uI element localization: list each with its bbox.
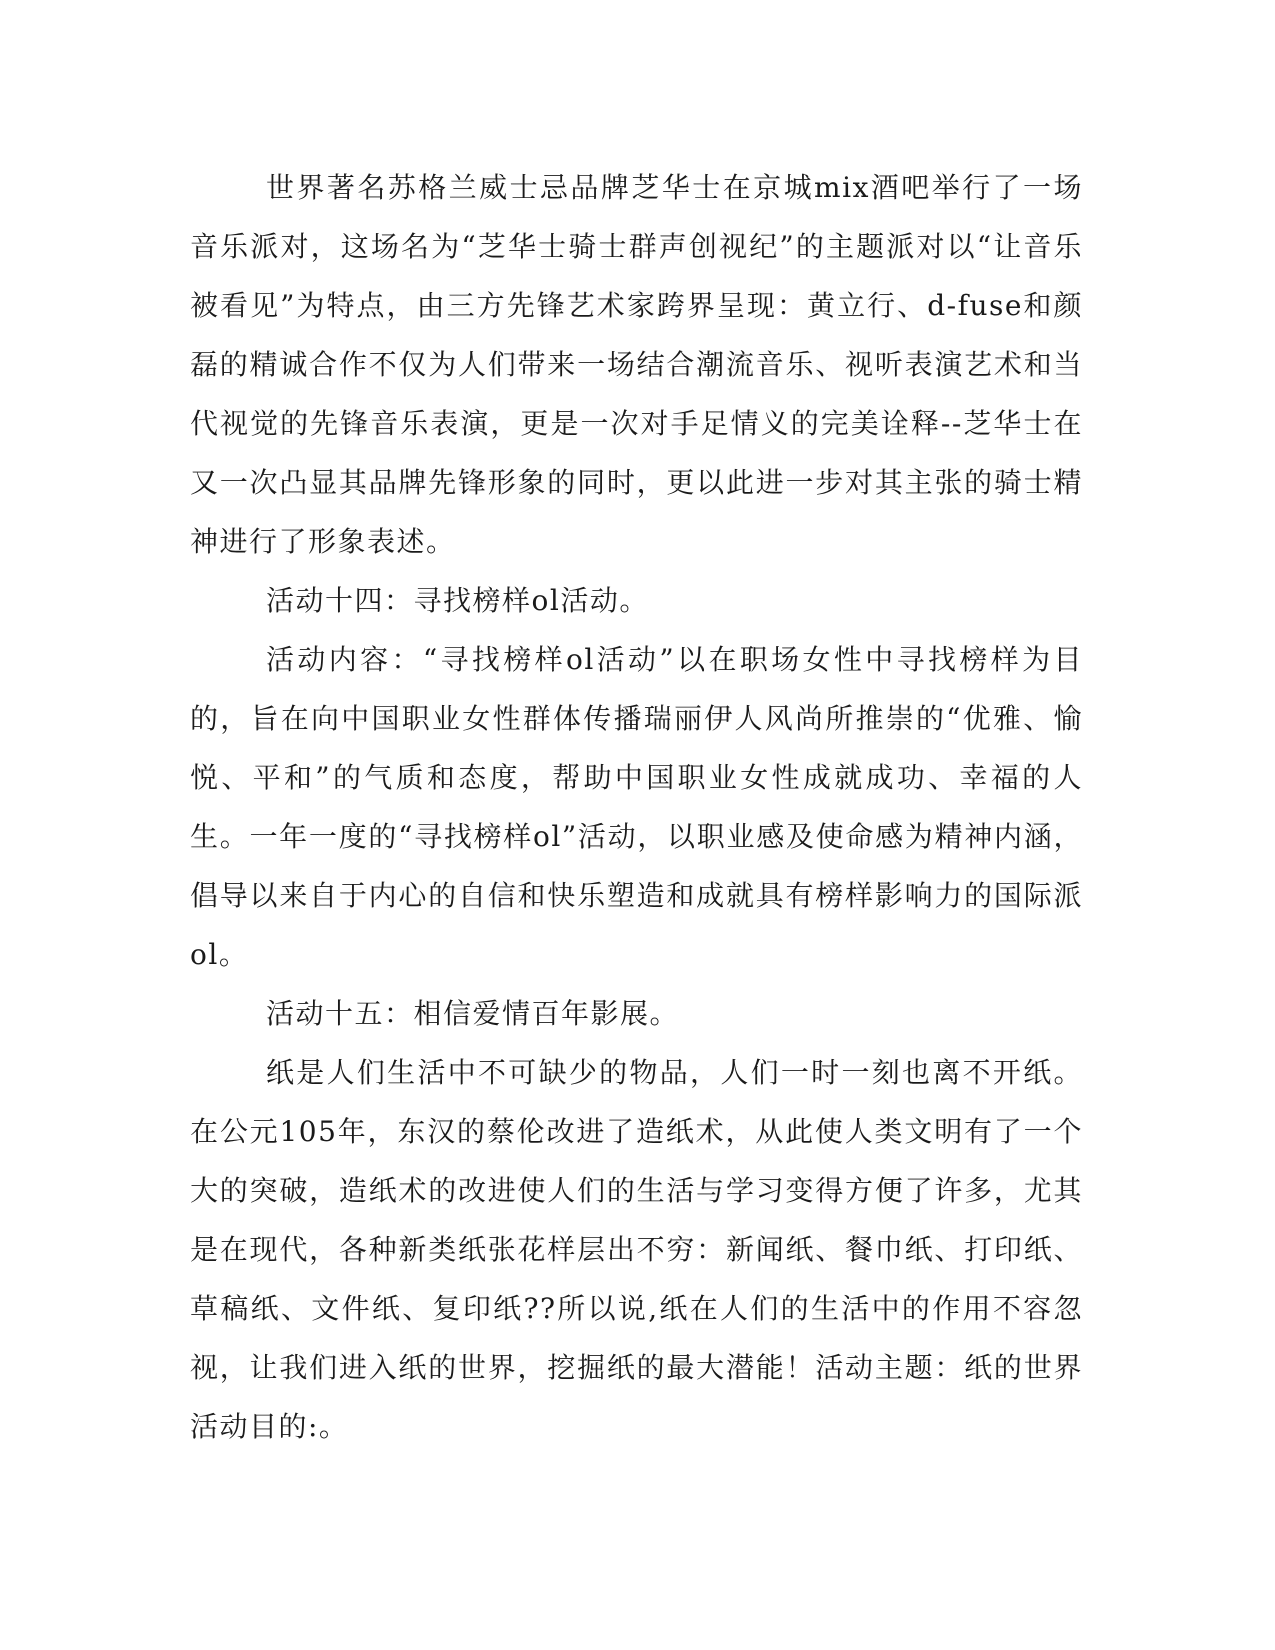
paragraph-activity-15-title: 活动十五：相信爱情百年影展。	[266, 997, 680, 1030]
paragraph-paper-world: 纸是人们生活中不可缺少的物品，人们一时一刻也离不开纸。在公元105年，东汉的蔡伦改进了造纸术，从此使人类文明有了一个大的突破，造纸术的改进使人们的生活与学习变得方便了许多，尤其是在现代，各种新类纸张花样层出不穷：新闻纸、餐巾纸、打印纸、草稿纸、文件纸、复印纸??所以说,纸在人们的生活中的作用不容忽视，让我们进入纸的世界，挖掘纸的最大潜能！活动主题：纸的世界活动目的:。	[190, 1056, 1083, 1443]
document-body	[190, 158, 1083, 1456]
paragraph-activity-14-title: 活动十四：寻找榜样ol活动。	[266, 584, 649, 617]
paragraph-activity-14-content: 活动内容：“寻找榜样ol活动”以在职场女性中寻找榜样为目的，旨在向中国职业女性群体传播瑞丽伊人风尚所推崇的“优雅、愉悦、平和”的气质和态度，帮助中国职业女性成就成功、幸福的人生。一年一度的“寻找榜样ol”活动，以职业感及使命感为精神内涵，倡导以来自于内心的自信和快乐塑造和成就具有榜样影响力的国际派ol。	[190, 643, 1083, 971]
paragraph-chivas-party: 世界著名苏格兰威士忌品牌芝华士在京城mix酒吧举行了一场音乐派对，这场名为“芝华士骑士群声创视纪”的主题派对以“让音乐被看见”为特点，由三方先锋艺术家跨界呈现：黄立行、d-fuse和颜磊的精诚合作不仅为人们带来一场结合潮流音乐、视听表演艺术和当代视觉的先锋音乐表演，更是一次对手足情义的完美诠释--芝华士在又一次凸显其品牌先锋形象的同时，更以此进一步对其主张的骑士精神进行了形象表述。	[190, 171, 1083, 558]
